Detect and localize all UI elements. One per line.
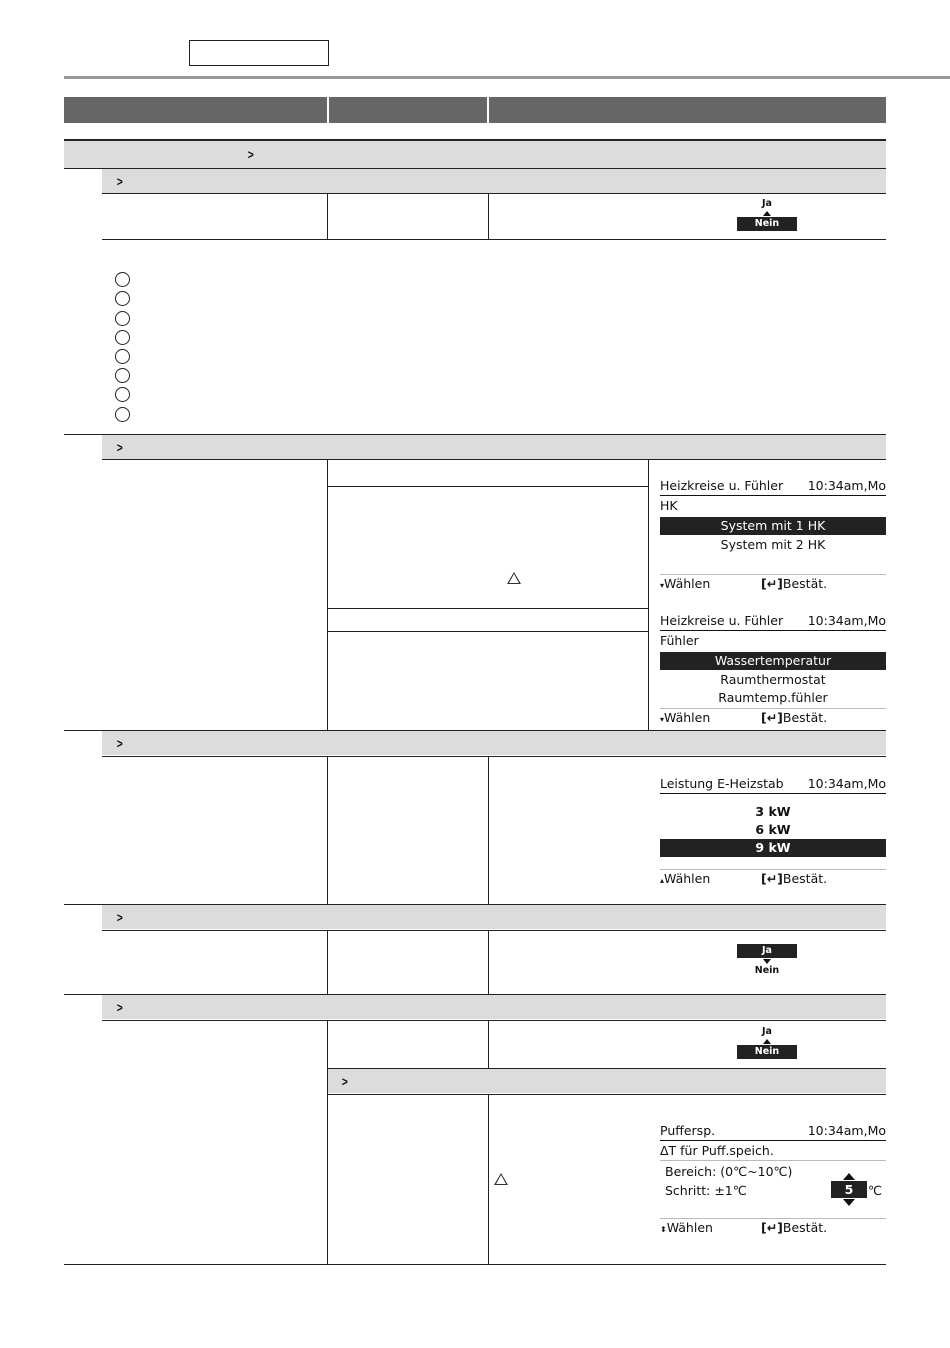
rule <box>327 631 648 632</box>
warning-triangle-icon <box>494 1173 508 1185</box>
lcd-option[interactable]: System mit 2 HK <box>720 537 826 552</box>
lcd-footer <box>660 869 886 888</box>
col-divider <box>327 459 328 730</box>
yes-no-selector[interactable] <box>737 944 797 977</box>
chevron-right-icon: > <box>341 1074 348 1089</box>
lcd-title-bar <box>660 776 886 794</box>
rule <box>102 1020 886 1021</box>
value-stepper[interactable] <box>831 1172 867 1207</box>
foot-confirm: Bestät. <box>782 1220 828 1235</box>
foot-confirm: Bestät. <box>782 871 828 886</box>
col-divider <box>488 1020 489 1068</box>
lcd-option[interactable]: Raumtemp.fühler <box>718 690 828 705</box>
col-divider <box>488 756 489 904</box>
yes-selected-box: Ja <box>737 944 797 958</box>
unit-label: ℃ <box>868 1183 883 1198</box>
subsection-row <box>102 731 886 755</box>
rule <box>102 459 886 460</box>
arrow-up-icon <box>763 211 771 216</box>
rule <box>327 1094 886 1095</box>
chevron-right-icon: > <box>116 910 123 925</box>
header-rule <box>64 76 950 79</box>
yes-label: Ja <box>762 1026 772 1037</box>
subsection-row <box>102 435 886 459</box>
arrow-down-icon: ▾ <box>660 581 665 590</box>
lcd-option-selected[interactable]: Wassertemperatur <box>660 652 886 670</box>
yes-no-selector[interactable] <box>737 198 797 231</box>
no-label: Nein <box>754 965 780 976</box>
rule <box>102 239 886 240</box>
lcd-option[interactable]: Raumthermostat <box>720 672 826 687</box>
arrow-up-icon <box>763 1039 771 1044</box>
lcd-title-bar <box>660 1123 886 1141</box>
foot-confirm: Bestät. <box>782 710 828 725</box>
lcd-footer <box>660 708 886 727</box>
circle-marker <box>115 330 130 345</box>
chevron-right-icon: > <box>116 440 123 455</box>
lcd-screen-heater <box>660 776 886 888</box>
arrow-down-icon: ▾ <box>660 715 665 724</box>
yes-label: Ja <box>762 198 772 209</box>
col-divider <box>488 930 489 994</box>
circle-marker <box>115 407 130 422</box>
lcd-subtitle-text: Fühler <box>660 633 699 648</box>
lcd-footer <box>660 574 886 593</box>
circle-marker <box>115 291 130 306</box>
lcd-subtitle <box>660 1143 886 1161</box>
lcd-screen-circuits <box>660 478 886 594</box>
range-text: Bereich: (0℃~10℃) <box>665 1164 793 1179</box>
col-divider <box>327 193 328 239</box>
step-text: Schritt: ±1℃ <box>665 1183 747 1198</box>
enter-key-icon: [↵] <box>761 710 783 725</box>
rule <box>102 930 886 931</box>
lcd-subtitle <box>660 498 886 515</box>
lcd-screen-buffer <box>660 1123 886 1241</box>
circle-marker <box>115 272 130 287</box>
col-divider <box>327 756 328 904</box>
foot-select: Wählen <box>666 1220 713 1235</box>
yes-no-selector[interactable] <box>737 1026 797 1059</box>
lcd-option[interactable]: 3 kW <box>755 804 791 819</box>
arrow-up-icon <box>843 1173 855 1180</box>
circle-marker <box>115 387 130 402</box>
arrow-down-icon <box>763 959 771 964</box>
no-selected-box: Nein <box>737 217 797 231</box>
lcd-time: 10:34am,Mo <box>807 1123 886 1138</box>
arrow-down-icon <box>843 1199 855 1206</box>
circle-marker <box>115 368 130 383</box>
foot-confirm: Bestät. <box>782 576 828 591</box>
table-header-divider <box>327 97 329 123</box>
rule <box>102 756 886 757</box>
table-header <box>64 97 886 123</box>
lcd-title: Puffersp. <box>660 1123 716 1138</box>
enter-key-icon: [↵] <box>761 871 783 886</box>
lcd-subtitle <box>660 633 886 650</box>
col-divider <box>327 1020 328 1264</box>
col-divider <box>488 1094 489 1264</box>
lcd-option-selected[interactable]: 9 kW <box>660 839 886 857</box>
arrow-updown-icon: ⬍ <box>660 1225 667 1234</box>
lcd-title: Heizkreise u. Fühler <box>660 478 784 493</box>
lcd-time: 10:34am,Mo <box>807 478 886 493</box>
lcd-option-selected[interactable]: System mit 1 HK <box>660 517 886 535</box>
lcd-screen-sensors <box>660 613 886 729</box>
rule <box>327 608 648 609</box>
circle-marker <box>115 311 130 326</box>
foot-select: Wählen <box>664 871 711 886</box>
circle-marker <box>115 349 130 364</box>
lcd-time: 10:34am,Mo <box>807 613 886 628</box>
rule <box>327 486 648 487</box>
lcd-title-bar <box>660 613 886 631</box>
stepper-value: 5 <box>831 1181 867 1198</box>
rule <box>102 193 886 194</box>
lcd-option[interactable]: 6 kW <box>755 822 791 837</box>
no-selected-box: Nein <box>737 1045 797 1059</box>
col-divider <box>327 930 328 994</box>
lcd-title: Heizkreise u. Fühler <box>660 613 784 628</box>
foot-select: Wählen <box>664 576 711 591</box>
arrow-up-icon: ▴ <box>660 876 665 885</box>
subsection-row <box>328 1069 886 1093</box>
lcd-footer <box>660 1218 886 1237</box>
header-box <box>189 40 329 66</box>
col-divider <box>648 459 649 730</box>
enter-key-icon: [↵] <box>761 1220 783 1235</box>
foot-select: Wählen <box>664 710 711 725</box>
lcd-title: Leistung E-Heizstab <box>660 776 784 791</box>
lcd-subtitle-text: ΔT für Puff.speich. <box>660 1143 774 1158</box>
chevron-right-icon: > <box>116 174 123 189</box>
lcd-time: 10:34am,Mo <box>807 776 886 791</box>
chevron-right-icon: > <box>247 147 254 162</box>
section-row <box>64 141 886 168</box>
col-divider <box>488 193 489 239</box>
enter-key-icon: [↵] <box>761 576 783 591</box>
chevron-right-icon: > <box>116 1000 123 1015</box>
subsection-row <box>102 995 886 1019</box>
table-header-divider <box>487 97 489 123</box>
chevron-right-icon: > <box>116 736 123 751</box>
lcd-title-bar <box>660 478 886 496</box>
warning-triangle-icon <box>507 572 521 584</box>
subsection-row <box>102 905 886 929</box>
rule <box>64 1264 886 1265</box>
subsection-row <box>102 169 886 193</box>
lcd-subtitle-text: HK <box>660 498 678 513</box>
